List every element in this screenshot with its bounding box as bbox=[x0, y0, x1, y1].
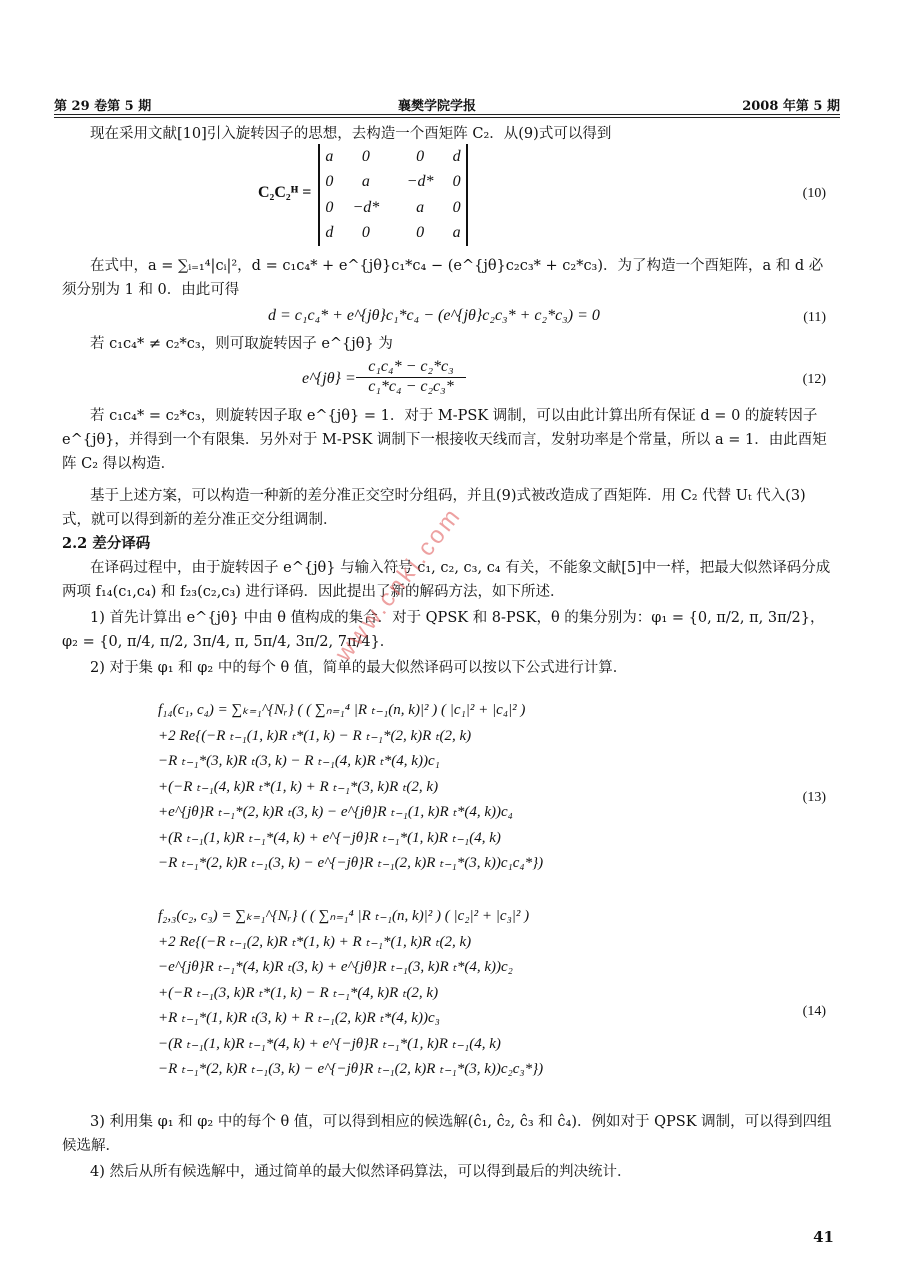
eq13-line: +(−R ₜ₋₁(4, k)R ₜ*(1, k) + R ₜ₋₁*(3, k)R ₜ(2, k) bbox=[158, 778, 439, 795]
section-heading: 2.2 差分译码 bbox=[62, 535, 151, 552]
watermark: www.cnki.com bbox=[330, 501, 468, 667]
paragraph-8: 2) 对于集 φ₁ 和 φ₂ 中的每个 θ 值，简单的最大似然译码可以按以下公式进行计算． bbox=[90, 660, 628, 676]
paragraph-2: 在式中，a = ∑ᵢ₌₁⁴|cᵢ|²，d = c₁c₄* + e^{jθ}c₁*c₄ − (e^{jθ}c₂c₃* + c₂*c₃)．为了构造一个酉矩阵，a 和 d 必须分别为 1 和 0．由此可得 bbox=[62, 258, 824, 298]
matrix-cell: 0 bbox=[452, 173, 461, 191]
matrix-cell: −d* bbox=[352, 198, 380, 216]
eq12-number: (12) bbox=[802, 372, 826, 387]
eq11: d = c₁c₄* + e^{jθ}c₁*c₄ − (e^{jθ}c₂c₃* + c₂*c₃) = 0 bbox=[268, 307, 600, 324]
eq14-line: +2 Re{(−R ₜ₋₁(2, k)R ₜ*(1, k) + R ₜ₋₁*(1, k)R ₜ(2, k) bbox=[158, 933, 472, 950]
matrix-cell: 0 bbox=[361, 224, 370, 242]
matrix-cell: d bbox=[325, 224, 334, 242]
matrix-cell: 0 bbox=[325, 173, 334, 191]
paragraph-1: 现在采用文献[10]引入旋转因子的思想，去构造一个酉矩阵 C₂．从(9)式可以得到 bbox=[90, 126, 612, 142]
paragraph-7: 1) 首先计算出 e^{jθ} 中由 θ 值构成的集合．对于 QPSK 和 8-PSK，θ 的集分别为：φ₁ = {0, π/2, π, 3π/2}，φ₂ = {0, π/4, π/2, 3π/4, π, 5π/4, 3π/2, 7π/4}． bbox=[62, 610, 825, 650]
eq13-line: +e^{jθ}R ₜ₋₁*(2, k)R ₜ(3, k) − e^{jθ}R ₜ₋₁(1, k)R ₜ*(4, k))c₄ bbox=[158, 804, 513, 820]
eq14-line: f₂,₃(c₂, c₃) = ∑ₖ₌₁^{Nᵣ} ( ( ∑ₙ₌₁⁴ |R ₜ₋₁(n, k)|² ) ( |c₂|² + |c₃|² ) bbox=[158, 908, 530, 924]
paragraph-10: 4) 然后从所有候选解中，通过简单的最大似然译码算法，可以得到最后的判决统计． bbox=[90, 1164, 632, 1180]
eq12-numerator: c₁c₄* − c₂*c₃ bbox=[356, 358, 466, 378]
matrix-cell: 0 bbox=[361, 147, 370, 165]
eq14-line: −R ₜ₋₁*(2, k)R ₜ₋₁(3, k) − e^{−jθ}R ₜ₋₁(2, k)R ₜ₋₁*(3, k))c₂c₃*}) bbox=[158, 1061, 544, 1077]
eq14-line: −(R ₜ₋₁(1, k)R ₜ₋₁*(4, k) + e^{−jθ}R ₜ₋₁*(1, k)R ₜ₋₁(4, k) bbox=[158, 1035, 501, 1052]
eq10-lhs: C₂C₂ᴴ = bbox=[258, 184, 312, 201]
eq11-number: (11) bbox=[803, 310, 826, 325]
eq14 bbox=[158, 904, 543, 1083]
eq12-denominator: c₁*c₄ − c₂c₃* bbox=[368, 378, 454, 395]
eq10-number: (10) bbox=[802, 186, 826, 201]
matrix-cell: 0 bbox=[325, 198, 334, 216]
paragraph-5: 基于上述方案，可以构造一种新的差分准正交空时分组码，并且(9)式被改造成了酉矩阵．用 C₂ 代替 Uₜ 代入(3)式，就可以得到新的差分准正交分组调制． bbox=[62, 488, 806, 528]
paragraph-6: 在译码过程中，由于旋转因子 e^{jθ} 与输入符号 c₁, c₂, c₃, c₄ 有关，不能象文献[5]中一样，把最大似然译码分成两项 f₁₄(c₁,c₄) 和 f₂₃(c₂,c₃) 进行译码．因此提出了新的解码方法，如下所述． bbox=[62, 560, 831, 600]
paragraph-4: 若 c₁c₄* = c₂*c₃，则旋转因子取 e^{jθ} = 1．对于 M-PSK 调制，可以由此计算出所有保证 d = 0 的旋转因子 e^{jθ}，并得到一个有限集．另外对于 M-PSK 调制下一根接收天线而言，发射功率是个常量，所以 a = 1．由此酉矩阵 C₂ 得以构造． bbox=[62, 408, 827, 472]
eq13 bbox=[158, 698, 543, 877]
eq13-line: +2 Re{(−R ₜ₋₁(1, k)R ₜ*(1, k) − R ₜ₋₁*(2, k)R ₜ(2, k) bbox=[158, 727, 472, 744]
matrix-cell: a bbox=[416, 198, 425, 216]
header-rule bbox=[54, 114, 840, 115]
eq12-lhs: e^{jθ} = bbox=[302, 370, 356, 387]
eq10-matrix bbox=[318, 144, 468, 246]
matrix-cell: 0 bbox=[452, 198, 461, 216]
eq14-line: +(−R ₜ₋₁(3, k)R ₜ*(1, k) − R ₜ₋₁*(4, k)R ₜ(2, k) bbox=[158, 984, 439, 1001]
header-rule-2 bbox=[54, 117, 840, 118]
paragraph-9: 3) 利用集 φ₁ 和 φ₂ 中的每个 θ 值，可以得到相应的候选解(ĉ₁, ĉ₂, ĉ₃ 和 ĉ₄)．例如对于 QPSK 调制，可以得到四组候选解． bbox=[62, 1114, 832, 1154]
eq13-number: (13) bbox=[802, 790, 826, 805]
journal-issue: 2008 年第 5 期 bbox=[742, 99, 840, 114]
eq13-line: −R ₜ₋₁*(2, k)R ₜ₋₁(3, k) − e^{−jθ}R ₜ₋₁(2, k)R ₜ₋₁*(3, k))c₁c₄*}) bbox=[158, 855, 544, 871]
eq13-line: f₁₄(c₁, c₄) = ∑ₖ₌₁^{Nᵣ} ( ( ∑ₙ₌₁⁴ |R ₜ₋₁(n, k)|² ) ( |c₁|² + |c₄|² ) bbox=[158, 702, 526, 718]
eq14-line: +R ₜ₋₁*(1, k)R ₜ(3, k) + R ₜ₋₁(2, k)R ₜ*(4, k))c₃ bbox=[158, 1010, 440, 1026]
eq12-fraction bbox=[356, 358, 466, 396]
eq13-line: +(R ₜ₋₁(1, k)R ₜ₋₁*(4, k) + e^{−jθ}R ₜ₋₁*(1, k)R ₜ₋₁(4, k) bbox=[158, 829, 501, 846]
matrix-cell: −d* bbox=[406, 173, 434, 191]
journal-name: 襄樊学院学报 bbox=[398, 99, 477, 114]
paragraph-3: 若 c₁c₄* ≠ c₂*c₃，则可取旋转因子 e^{jθ} 为 bbox=[90, 336, 393, 352]
matrix-cell: a bbox=[452, 224, 461, 242]
matrix-cell: 0 bbox=[416, 147, 425, 165]
matrix-cell: a bbox=[325, 147, 334, 165]
eq13-line: −R ₜ₋₁*(3, k)R ₜ(3, k) − R ₜ₋₁(4, k)R ₜ*(4, k))c₁ bbox=[158, 753, 440, 769]
eq14-number: (14) bbox=[802, 1004, 826, 1019]
eq14-line: −e^{jθ}R ₜ₋₁*(4, k)R ₜ(3, k) + e^{jθ}R ₜ₋₁(3, k)R ₜ*(4, k))c₂ bbox=[158, 959, 513, 975]
matrix-cell: d bbox=[452, 147, 461, 165]
matrix-cell: 0 bbox=[416, 224, 425, 242]
journal-volume: 第 29 卷第 5 期 bbox=[54, 99, 152, 114]
matrix-cell: a bbox=[361, 173, 370, 191]
page-number: 41 bbox=[813, 1228, 834, 1246]
